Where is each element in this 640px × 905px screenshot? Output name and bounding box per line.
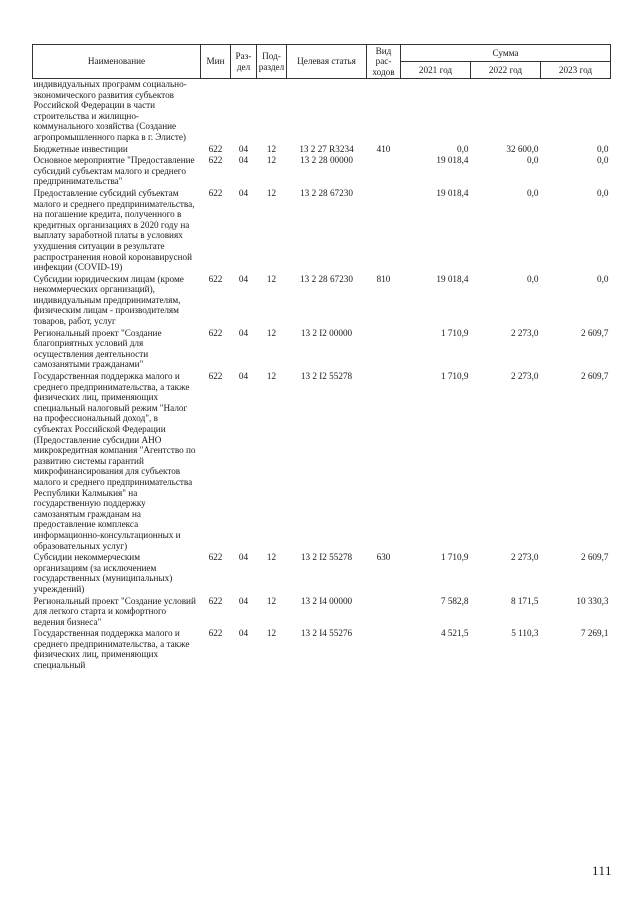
row-razdel bbox=[231, 79, 257, 143]
row-razdel: 04 bbox=[238, 552, 249, 563]
row-vid bbox=[367, 327, 401, 370]
table-header bbox=[33, 45, 611, 79]
row-sum-2022: 0,0 bbox=[527, 155, 539, 166]
table-row bbox=[33, 595, 611, 628]
row-sum-2021: 19 018,4 bbox=[436, 187, 469, 198]
row-sum-2023 bbox=[541, 79, 611, 143]
table-row bbox=[33, 187, 611, 273]
row-target: 13 2 I4 55276 bbox=[300, 628, 353, 639]
header-razdel: Раз-дел bbox=[231, 45, 257, 79]
row-podrazdel: 12 bbox=[266, 327, 277, 338]
row-vid bbox=[367, 370, 401, 551]
table-row bbox=[33, 143, 611, 155]
row-sum-2022: 2 273,0 bbox=[510, 371, 539, 382]
row-sum-2023: 7 269,1 bbox=[580, 628, 609, 639]
row-razdel: 04 bbox=[238, 187, 249, 198]
row-min: 622 bbox=[208, 371, 223, 382]
row-name: Предоставление субсидий субъектам малого и среднего предпринимательства, на погашение кредита, полученного в кредитных организациях в 2020 году на выплату заработной платы в условиях ухудшения ситуации в результате распространения новой коронавирусной инфекции (COVID-19) bbox=[33, 187, 195, 273]
table-row bbox=[33, 327, 611, 370]
row-sum-2023: 0,0 bbox=[597, 155, 609, 166]
row-name: Бюджетные инвестиции bbox=[33, 143, 128, 154]
row-vid: 410 bbox=[376, 143, 391, 154]
row-sum-2023: 0,0 bbox=[597, 187, 609, 198]
row-target: 13 2 28 67230 bbox=[300, 187, 353, 198]
row-name: Субсидии некоммерческим организациям (за исключением государственных (муниципальных) учреждений) bbox=[33, 552, 173, 594]
row-vid: 630 bbox=[376, 552, 391, 563]
row-sum-2021: 1 710,9 bbox=[440, 327, 469, 338]
table-row bbox=[33, 551, 611, 594]
row-target bbox=[287, 79, 367, 143]
row-target: 13 2 28 67230 bbox=[300, 273, 353, 284]
row-min bbox=[201, 79, 231, 143]
table-row bbox=[33, 273, 611, 327]
row-min: 622 bbox=[208, 595, 223, 606]
row-target: 13 2 28 00000 bbox=[300, 155, 353, 166]
table-row bbox=[33, 79, 611, 143]
header-sum: Сумма bbox=[401, 45, 611, 62]
row-name: индивидуальных программ социально-экономического развития субъектов Российской Федерации в части строительства и жилищно-коммунального хозяйства (Создание агропромышленного парка в г. Элисте) bbox=[33, 79, 187, 142]
row-min: 622 bbox=[208, 628, 223, 639]
row-podrazdel: 12 bbox=[266, 595, 277, 606]
row-razdel: 04 bbox=[238, 595, 249, 606]
row-sum-2023: 2 609,7 bbox=[580, 552, 609, 563]
row-target: 13 2 I2 55278 bbox=[300, 371, 353, 382]
header-target: Целевая статья bbox=[287, 45, 367, 79]
row-min: 622 bbox=[208, 552, 223, 563]
row-vid bbox=[367, 154, 401, 187]
row-podrazdel bbox=[257, 79, 287, 143]
row-razdel: 04 bbox=[238, 371, 249, 382]
row-target: 13 2 I2 00000 bbox=[300, 327, 353, 338]
row-sum-2021: 1 710,9 bbox=[440, 552, 469, 563]
row-name: Государственная поддержка малого и среднего предпринимательства, а также физических лиц, применяющих специальный налоговый режим "Налог на профессиональный доход", в субъектах Российской Федерации (Предоставление субсидии АНО микрокредитная компания "Агентство по развитию системы гарантий микрофинансирования для субъектов малого и среднего предпринимательства Республики Калмыкия" на государственную поддержку самозанятым гражданам на предоставление комплекса информационно-консультационных и образовательных услуг) bbox=[33, 371, 196, 551]
row-name: Государственная поддержка малого и среднего предпринимательства, а также физических лиц, применяющих специальный bbox=[33, 628, 190, 671]
row-min: 622 bbox=[208, 143, 223, 154]
row-target: 13 2 27 R3234 bbox=[299, 143, 354, 154]
row-vid bbox=[367, 627, 401, 670]
row-sum-2021: 0,0 bbox=[457, 143, 469, 154]
header-year-2022: 2022 год bbox=[471, 62, 541, 79]
row-sum-2022: 0,0 bbox=[527, 273, 539, 284]
header-year-2023: 2023 год bbox=[541, 62, 611, 79]
row-min: 622 bbox=[208, 155, 223, 166]
row-razdel: 04 bbox=[238, 628, 249, 639]
row-min: 622 bbox=[208, 273, 223, 284]
row-sum-2023: 2 609,7 bbox=[580, 371, 609, 382]
row-sum-2022: 2 273,0 bbox=[510, 552, 539, 563]
row-podrazdel: 12 bbox=[266, 143, 277, 154]
row-sum-2021: 7 582,8 bbox=[440, 595, 469, 606]
header-min: Мин bbox=[201, 45, 231, 79]
row-sum-2021 bbox=[401, 79, 471, 143]
row-sum-2021: 19 018,4 bbox=[436, 155, 469, 166]
row-razdel: 04 bbox=[238, 273, 249, 284]
row-razdel: 04 bbox=[238, 143, 249, 154]
row-podrazdel: 12 bbox=[266, 371, 277, 382]
header-podrazdel: Под-раздел bbox=[257, 45, 287, 79]
row-sum-2023: 0,0 bbox=[597, 143, 609, 154]
row-podrazdel: 12 bbox=[266, 273, 277, 284]
row-name: Региональный проект "Создание условий для легкого старта и комфортного ведения бизнеса" bbox=[33, 595, 196, 627]
row-razdel: 04 bbox=[238, 327, 249, 338]
row-sum-2022: 32 600,0 bbox=[506, 143, 539, 154]
row-vid: 810 bbox=[376, 273, 391, 284]
row-podrazdel: 12 bbox=[266, 628, 277, 639]
row-name: Региональный проект "Создание благоприятных условий для осуществления деятельности самозанятыми гражданами" bbox=[33, 327, 162, 370]
row-target: 13 2 I2 55278 bbox=[300, 552, 353, 563]
row-podrazdel: 12 bbox=[266, 187, 277, 198]
row-min: 622 bbox=[208, 327, 223, 338]
table-body bbox=[33, 79, 611, 671]
table-row bbox=[33, 627, 611, 670]
budget-table bbox=[32, 44, 611, 671]
row-sum-2021: 4 521,5 bbox=[440, 628, 469, 639]
row-sum-2022: 8 171,5 bbox=[510, 595, 539, 606]
row-name: Субсидии юридическим лицам (кроме некоммерческих организаций), индивидуальным предпринимателям, физическим лицам - производителям товаров, работ, услуг bbox=[33, 273, 184, 327]
row-sum-2022 bbox=[471, 79, 541, 143]
row-razdel: 04 bbox=[238, 155, 249, 166]
table-row bbox=[33, 370, 611, 551]
row-vid bbox=[367, 187, 401, 273]
row-sum-2022: 5 110,3 bbox=[511, 628, 539, 639]
row-min: 622 bbox=[208, 187, 223, 198]
row-podrazdel: 12 bbox=[266, 552, 277, 563]
header-vid: Вид рас-ходов bbox=[367, 45, 401, 79]
row-sum-2022: 0,0 bbox=[527, 187, 539, 198]
row-target: 13 2 I4 00000 bbox=[300, 595, 353, 606]
row-sum-2021: 1 710,9 bbox=[440, 371, 469, 382]
header-name: Наименование bbox=[33, 45, 201, 79]
row-vid bbox=[367, 79, 401, 143]
row-sum-2023: 10 330,3 bbox=[576, 595, 609, 606]
row-podrazdel: 12 bbox=[266, 155, 277, 166]
table-row bbox=[33, 154, 611, 187]
row-sum-2023: 0,0 bbox=[597, 273, 609, 284]
row-name: Основное мероприятие "Предоставление субсидий субъектам малого и среднего предпринимательства" bbox=[33, 155, 195, 187]
row-sum-2022: 2 273,0 bbox=[510, 327, 539, 338]
row-sum-2021: 19 018,4 bbox=[436, 273, 469, 284]
row-sum-2023: 2 609,7 bbox=[580, 327, 609, 338]
page-number: 111 bbox=[591, 863, 612, 878]
row-vid bbox=[367, 595, 401, 628]
header-year-2021: 2021 год bbox=[401, 62, 471, 79]
